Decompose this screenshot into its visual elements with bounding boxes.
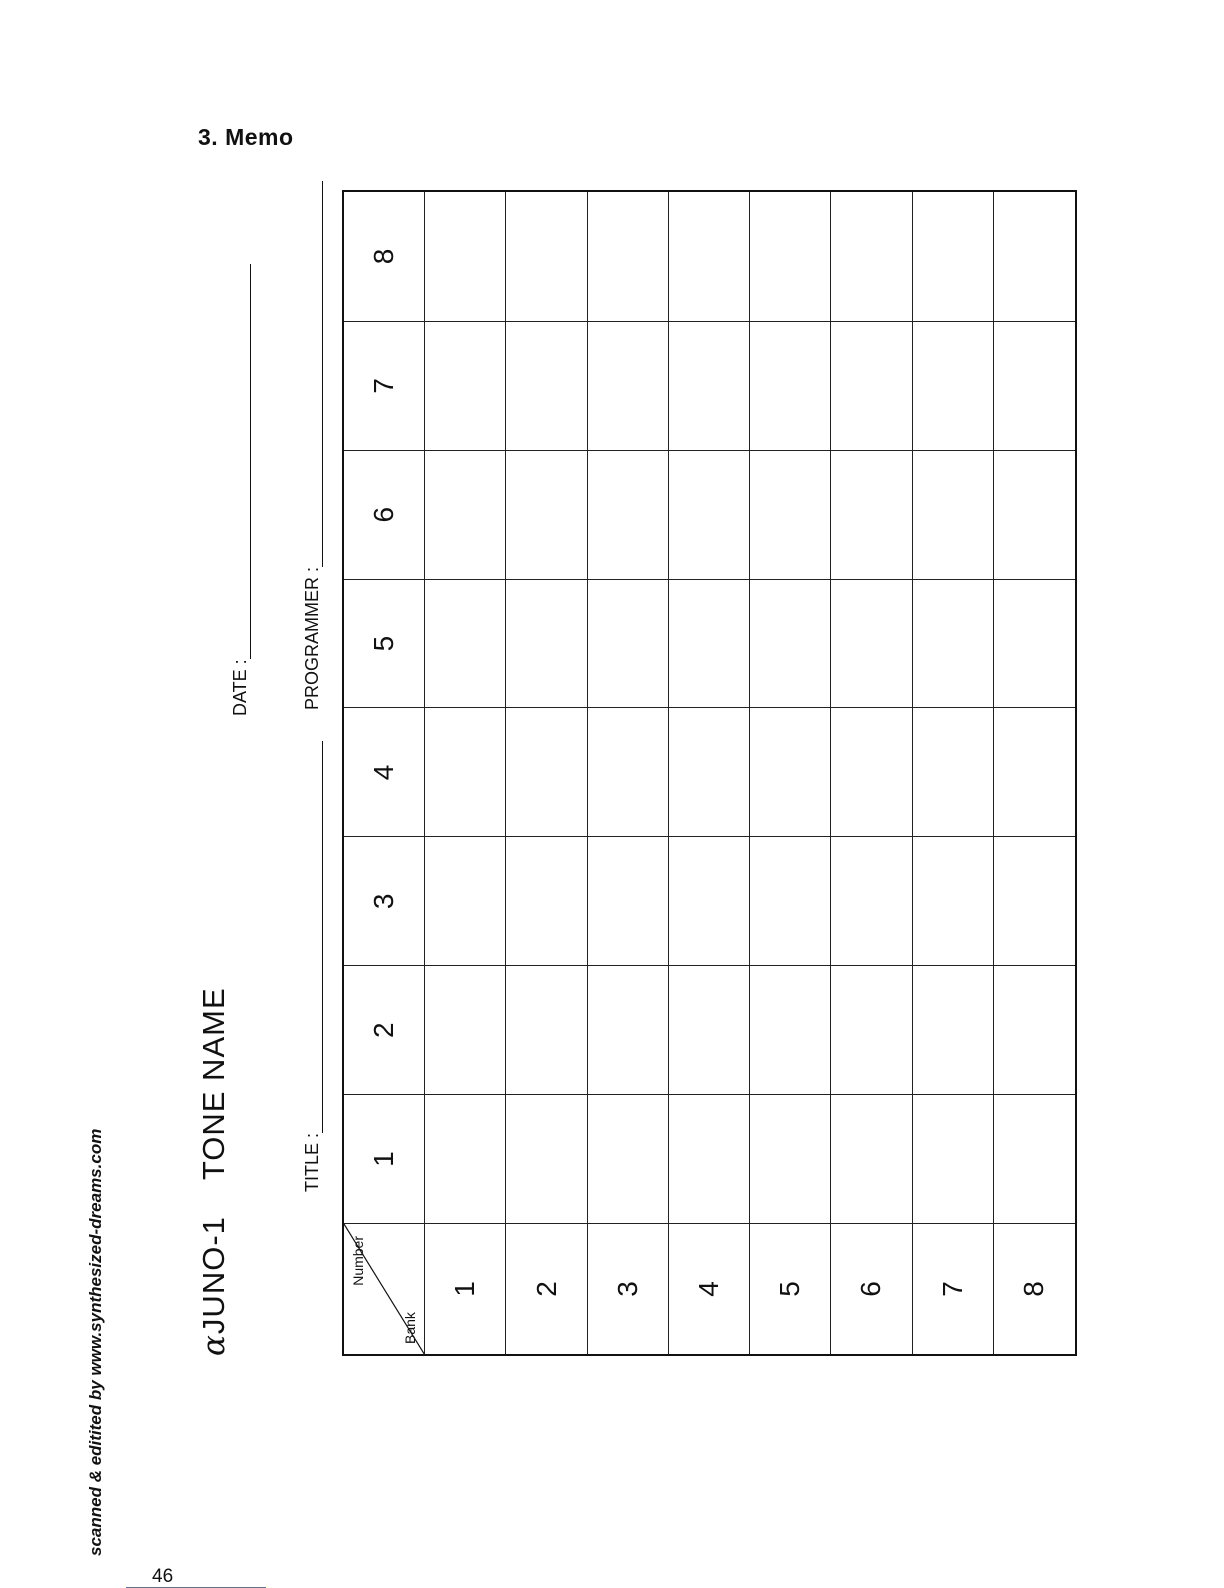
tone-name-form <box>190 186 1080 1356</box>
tone-name-cell[interactable] <box>750 450 831 579</box>
row-header-bank-8: 8 <box>994 1223 1075 1354</box>
tone-name-cell[interactable] <box>750 321 831 450</box>
tone-name-cell[interactable] <box>588 192 669 321</box>
tone-name-cell[interactable] <box>913 708 994 837</box>
tone-name-cell[interactable] <box>831 836 912 965</box>
tone-name-table <box>342 190 1077 1356</box>
tone-name-cell[interactable] <box>913 321 994 450</box>
row-header-bank-6: 6 <box>831 1223 912 1354</box>
tone-name-cell[interactable] <box>425 579 506 708</box>
page-number: 46 <box>126 1568 266 1588</box>
tone-name-cell[interactable] <box>425 450 506 579</box>
row-header-bank-5: 5 <box>750 1223 831 1354</box>
tone-name-cell[interactable] <box>994 579 1075 708</box>
tone-name-cell[interactable] <box>506 192 587 321</box>
tone-name-cell[interactable] <box>588 450 669 579</box>
tone-name-cell[interactable] <box>669 192 750 321</box>
tone-name-cell[interactable] <box>588 321 669 450</box>
tone-name-cell[interactable] <box>506 965 587 1094</box>
number-axis-label: Number <box>350 1236 366 1286</box>
tone-name-cell[interactable] <box>750 192 831 321</box>
tone-name-cell[interactable] <box>588 965 669 1094</box>
alpha-symbol: α <box>196 1334 232 1356</box>
tone-name-cell[interactable] <box>506 708 587 837</box>
tone-name-cell[interactable] <box>669 1094 750 1223</box>
section-title: 3. Memo <box>198 124 294 150</box>
row-header-bank-2: 2 <box>506 1223 587 1354</box>
title-field[interactable] <box>302 741 323 1192</box>
tone-name-cell[interactable] <box>750 965 831 1094</box>
programmer-line[interactable] <box>302 181 323 567</box>
tone-name-cell[interactable] <box>831 965 912 1094</box>
tone-name-cell[interactable] <box>913 965 994 1094</box>
tone-name-cell[interactable] <box>913 1094 994 1223</box>
tone-name-cell[interactable] <box>425 321 506 450</box>
tone-name-cell[interactable] <box>750 708 831 837</box>
tone-name-cell[interactable] <box>750 836 831 965</box>
tone-name-cell[interactable] <box>425 965 506 1094</box>
column-header-number-8: 8 <box>344 192 425 321</box>
row-header-bank-4: 4 <box>669 1223 750 1354</box>
tone-name-cell[interactable] <box>994 321 1075 450</box>
tone-name-cell[interactable] <box>750 1094 831 1223</box>
column-header-number-6: 6 <box>344 450 425 579</box>
tone-name-cell[interactable] <box>831 321 912 450</box>
tone-name-cell[interactable] <box>506 450 587 579</box>
watermark: scanned & editited by www.synthesized-dreams.com <box>86 1128 105 1556</box>
programmer-field[interactable] <box>302 181 323 710</box>
bank-axis-label: Bank <box>402 1312 419 1344</box>
tone-name-cell[interactable] <box>669 965 750 1094</box>
tone-name-cell[interactable] <box>588 836 669 965</box>
column-header-number-1: 1 <box>344 1094 425 1223</box>
tone-name-cell[interactable] <box>669 708 750 837</box>
tone-name-cell[interactable] <box>831 450 912 579</box>
tone-name-cell[interactable] <box>831 192 912 321</box>
title-line[interactable] <box>302 741 323 1133</box>
programmer-label: PROGRAMMER : <box>302 566 322 710</box>
date-field[interactable] <box>230 264 251 716</box>
form-subtitle: TONE NAME <box>196 987 231 1181</box>
tone-name-cell[interactable] <box>994 965 1075 1094</box>
column-header-number-4: 4 <box>344 708 425 837</box>
tone-name-cell[interactable] <box>588 579 669 708</box>
column-header-number-7: 7 <box>344 321 425 450</box>
tone-name-cell[interactable] <box>669 321 750 450</box>
tone-name-cell[interactable] <box>506 579 587 708</box>
tone-name-cell[interactable] <box>831 1094 912 1223</box>
tone-name-cell[interactable] <box>750 579 831 708</box>
tone-name-cell[interactable] <box>506 1094 587 1223</box>
model-name: JUNO-1 <box>196 1216 231 1335</box>
form-title <box>196 987 236 1356</box>
tone-name-cell[interactable] <box>994 1094 1075 1223</box>
date-label: DATE : <box>230 659 250 716</box>
tone-name-cell[interactable] <box>669 450 750 579</box>
table-corner-header <box>344 1223 425 1354</box>
tone-name-cell[interactable] <box>425 192 506 321</box>
tone-name-cell[interactable] <box>669 836 750 965</box>
column-header-number-2: 2 <box>344 965 425 1094</box>
column-header-number-3: 3 <box>344 836 425 965</box>
tone-name-cell[interactable] <box>994 450 1075 579</box>
tone-name-cell[interactable] <box>913 579 994 708</box>
tone-name-cell[interactable] <box>506 321 587 450</box>
tone-name-cell[interactable] <box>588 1094 669 1223</box>
tone-name-cell[interactable] <box>506 836 587 965</box>
tone-name-cell[interactable] <box>669 579 750 708</box>
tone-name-cell[interactable] <box>425 1094 506 1223</box>
column-header-number-5: 5 <box>344 579 425 708</box>
tone-name-cell[interactable] <box>425 836 506 965</box>
tone-name-cell[interactable] <box>831 708 912 837</box>
row-header-bank-3: 3 <box>588 1223 669 1354</box>
tone-name-cell[interactable] <box>588 708 669 837</box>
tone-name-cell[interactable] <box>994 708 1075 837</box>
tone-name-cell[interactable] <box>913 450 994 579</box>
tone-name-cell[interactable] <box>831 579 912 708</box>
tone-name-cell[interactable] <box>913 192 994 321</box>
date-line[interactable] <box>230 264 251 659</box>
tone-name-cell[interactable] <box>425 708 506 837</box>
row-header-bank-1: 1 <box>425 1223 506 1354</box>
row-header-bank-7: 7 <box>913 1223 994 1354</box>
title-label: TITLE : <box>302 1132 322 1192</box>
tone-name-cell[interactable] <box>913 836 994 965</box>
tone-name-cell[interactable] <box>994 836 1075 965</box>
tone-name-cell[interactable] <box>994 192 1075 321</box>
